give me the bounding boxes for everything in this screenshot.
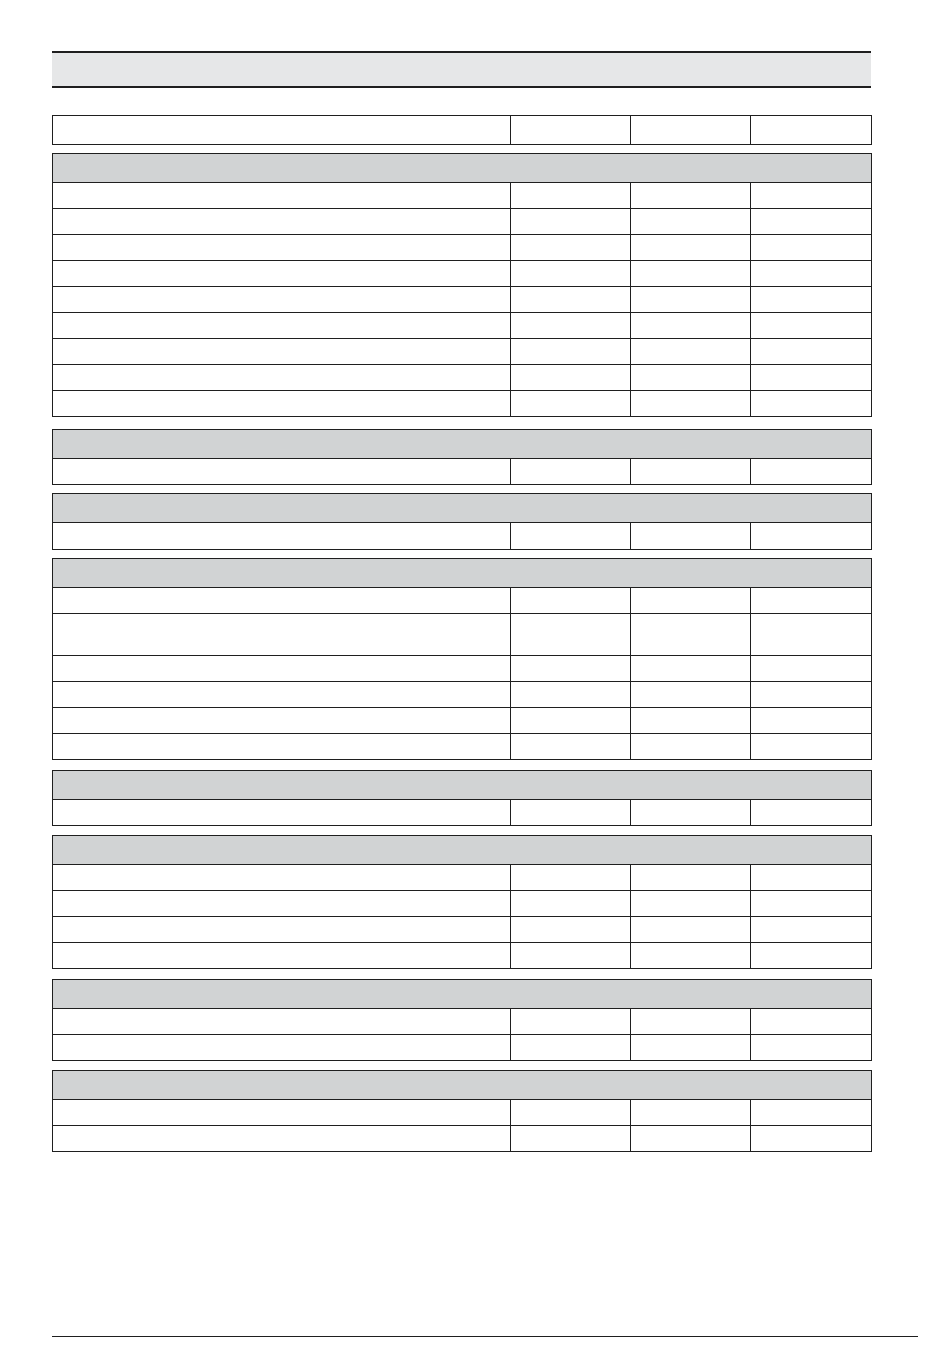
row-value-3 [751, 656, 871, 681]
row-value-3 [751, 943, 871, 968]
row-value-2 [631, 183, 751, 208]
row-value-2 [631, 1035, 751, 1060]
row-value-3 [751, 313, 871, 338]
row-value-1 [511, 682, 631, 707]
table-row [52, 588, 872, 614]
row-value-3 [751, 917, 871, 942]
row-value-1 [511, 1009, 631, 1034]
row-label [53, 891, 511, 916]
row-value-2 [631, 235, 751, 260]
row-value-2 [631, 313, 751, 338]
table-row [52, 209, 872, 235]
row-value-1 [511, 708, 631, 733]
row-label [53, 865, 511, 890]
row-value-1 [511, 588, 631, 613]
row-value-1 [511, 800, 631, 825]
section-heading [52, 835, 872, 865]
row-value-1 [511, 365, 631, 390]
row-value-3 [751, 614, 871, 655]
row-value-1 [511, 614, 631, 655]
table-row [52, 891, 872, 917]
table-row [52, 708, 872, 734]
row-label [53, 588, 511, 613]
row-value-3 [751, 261, 871, 286]
row-label [53, 523, 511, 549]
page-title-bar [52, 51, 871, 88]
column-header-2 [631, 116, 751, 144]
table-row [52, 287, 872, 313]
row-label [53, 734, 511, 759]
row-label [53, 1100, 511, 1125]
row-value-2 [631, 708, 751, 733]
section-heading [52, 770, 872, 800]
row-value-3 [751, 391, 871, 416]
spec-section [52, 493, 872, 550]
table-row [52, 943, 872, 969]
table-row [52, 614, 872, 656]
column-header-3 [751, 116, 871, 144]
row-label [53, 1009, 511, 1034]
row-value-3 [751, 865, 871, 890]
row-value-3 [751, 1126, 871, 1151]
row-value-1 [511, 183, 631, 208]
row-value-2 [631, 365, 751, 390]
footer-divider [52, 1336, 918, 1337]
row-value-1 [511, 523, 631, 549]
row-value-2 [631, 943, 751, 968]
row-value-3 [751, 734, 871, 759]
table-row [52, 391, 872, 417]
column-header-1 [511, 116, 631, 144]
row-value-2 [631, 287, 751, 312]
row-value-3 [751, 1100, 871, 1125]
row-label [53, 943, 511, 968]
row-value-3 [751, 523, 871, 549]
row-value-2 [631, 656, 751, 681]
row-value-3 [751, 1009, 871, 1034]
row-value-1 [511, 734, 631, 759]
row-label [53, 800, 511, 825]
row-value-3 [751, 1035, 871, 1060]
row-label [53, 183, 511, 208]
row-value-1 [511, 1035, 631, 1060]
row-value-1 [511, 865, 631, 890]
row-value-2 [631, 891, 751, 916]
spec-section [52, 770, 872, 826]
row-value-2 [631, 734, 751, 759]
row-value-3 [751, 235, 871, 260]
table-row [52, 313, 872, 339]
spec-section [52, 1070, 872, 1152]
row-value-1 [511, 287, 631, 312]
row-value-1 [511, 656, 631, 681]
row-label [53, 261, 511, 286]
table-row [52, 800, 872, 826]
row-value-2 [631, 1100, 751, 1125]
spec-section [52, 558, 872, 760]
table-row [52, 523, 872, 550]
section-heading [52, 1070, 872, 1100]
row-value-2 [631, 1126, 751, 1151]
row-value-3 [751, 588, 871, 613]
table-row [52, 339, 872, 365]
row-label [53, 656, 511, 681]
spec-section [52, 835, 872, 969]
row-value-1 [511, 235, 631, 260]
section-heading [52, 493, 872, 523]
row-value-2 [631, 917, 751, 942]
row-value-1 [511, 261, 631, 286]
column-header-label [53, 116, 511, 144]
row-value-1 [511, 943, 631, 968]
row-value-1 [511, 209, 631, 234]
spec-section [52, 979, 872, 1061]
table-row [52, 1009, 872, 1035]
row-label [53, 917, 511, 942]
row-label [53, 313, 511, 338]
spec-section [52, 429, 872, 485]
row-value-2 [631, 682, 751, 707]
row-value-2 [631, 459, 751, 484]
table-row [52, 183, 872, 209]
row-label [53, 235, 511, 260]
row-value-2 [631, 800, 751, 825]
row-value-2 [631, 614, 751, 655]
table-row [52, 1035, 872, 1061]
row-label [53, 614, 511, 655]
row-label [53, 682, 511, 707]
table-row [52, 261, 872, 287]
row-value-2 [631, 209, 751, 234]
table-row [52, 235, 872, 261]
row-value-3 [751, 287, 871, 312]
row-value-2 [631, 391, 751, 416]
table-row [52, 365, 872, 391]
table-row [52, 1100, 872, 1126]
section-heading [52, 979, 872, 1009]
row-value-3 [751, 183, 871, 208]
row-value-1 [511, 459, 631, 484]
row-value-3 [751, 365, 871, 390]
row-label [53, 459, 511, 484]
row-value-1 [511, 1100, 631, 1125]
table-row [52, 656, 872, 682]
table-row [52, 734, 872, 760]
row-value-2 [631, 261, 751, 286]
row-value-3 [751, 708, 871, 733]
row-value-2 [631, 339, 751, 364]
row-value-3 [751, 209, 871, 234]
column-header-row [52, 115, 872, 145]
table-row [52, 1126, 872, 1152]
section-heading [52, 558, 872, 588]
table-row [52, 682, 872, 708]
row-value-2 [631, 865, 751, 890]
row-label [53, 365, 511, 390]
row-label [53, 339, 511, 364]
row-value-3 [751, 339, 871, 364]
table-row [52, 459, 872, 485]
row-value-1 [511, 313, 631, 338]
row-value-3 [751, 682, 871, 707]
row-value-1 [511, 917, 631, 942]
row-label [53, 708, 511, 733]
row-label [53, 287, 511, 312]
section-heading [52, 429, 872, 459]
column-header-table [52, 115, 872, 145]
table-row [52, 865, 872, 891]
row-value-3 [751, 459, 871, 484]
section-heading [52, 153, 872, 183]
row-value-3 [751, 800, 871, 825]
row-label [53, 1035, 511, 1060]
row-label [53, 1126, 511, 1151]
row-value-1 [511, 391, 631, 416]
row-value-1 [511, 339, 631, 364]
row-value-1 [511, 1126, 631, 1151]
row-value-2 [631, 523, 751, 549]
row-value-2 [631, 588, 751, 613]
row-value-3 [751, 891, 871, 916]
spec-section [52, 153, 872, 417]
row-value-1 [511, 891, 631, 916]
table-row [52, 917, 872, 943]
row-value-2 [631, 1009, 751, 1034]
row-label [53, 209, 511, 234]
row-label [53, 391, 511, 416]
